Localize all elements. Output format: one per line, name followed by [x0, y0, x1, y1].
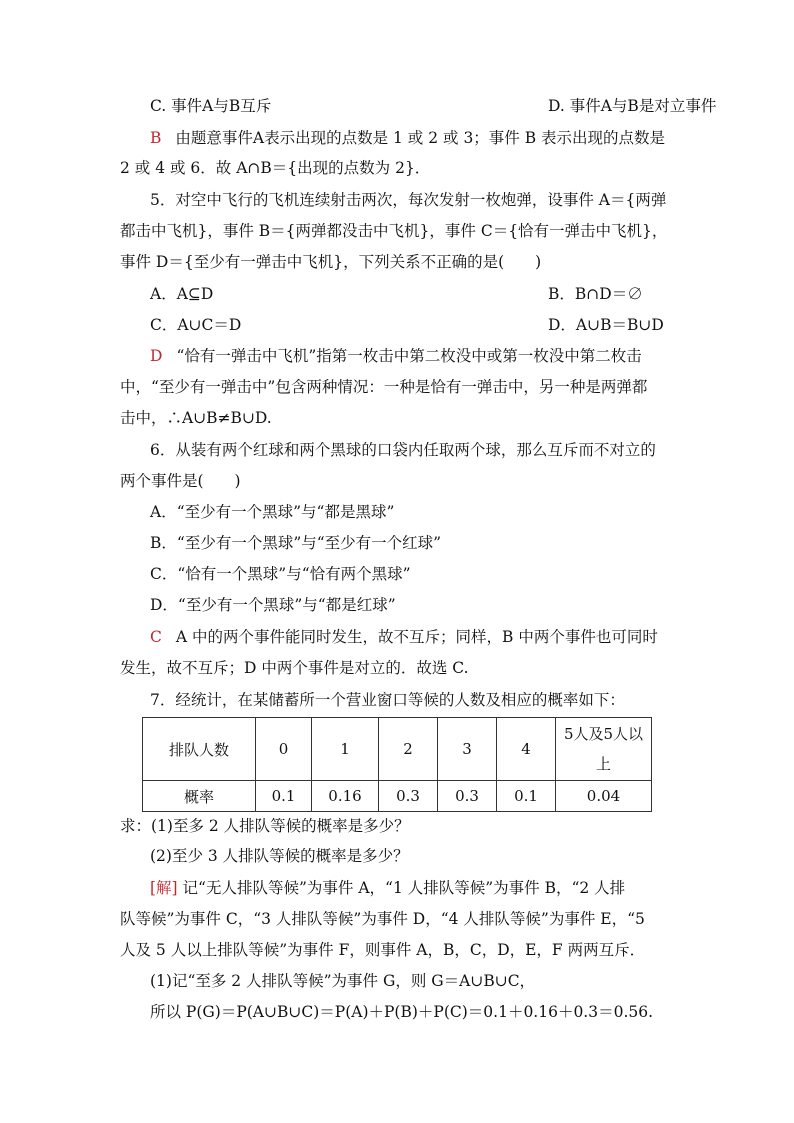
q6-stem-2: 两个事件是( ) [120, 472, 241, 490]
q5-stem-3: 事件 D＝{至少有一弹击中飞机}，下列关系不正确的是( ) [120, 253, 542, 271]
q4-option-d: D. 事件A与B是对立事件 [548, 97, 717, 115]
q6-answer-line-2: 发生，故不互斥；D 中两个事件是对立的．故选 C. [120, 659, 469, 677]
q7-solution-text-1: 记“无人排队等候”为事件 A，“1 人排队等候”为事件 B，“2 人排 [182, 879, 626, 897]
table-cell: 0.1 [497, 781, 556, 812]
solution-label: [解] [150, 879, 178, 897]
table-header-cell: 3 [438, 718, 497, 781]
table-cell: 0.16 [312, 781, 379, 812]
q6-answer-letter: C [150, 628, 162, 646]
table-header-last-line-1: 5人及5人以 [563, 725, 644, 743]
table-probability-row [143, 781, 652, 812]
q4-answer-line-1 [150, 128, 710, 148]
q5-answer-letter: D [150, 347, 163, 365]
q7-solution-line-1 [150, 878, 710, 898]
q7-ask-2: (2)至少 3 人排队等候的概率是多少？ [150, 847, 409, 865]
q5-option-c: C．A∪C＝D [150, 316, 242, 334]
table-header-cell: 0 [256, 718, 312, 781]
q5-answer-line-2: 中，“至少有一弹击中”包含两种情况：一种是恰有一弹击中，另一种是两弹都 [120, 378, 648, 396]
table-cell: 0.04 [556, 781, 652, 812]
q7-solution-line-2: 队等候”为事件 C，“3 人排队等候”为事件 D，“4 人排队等候”为事件 E，“5 [120, 910, 645, 928]
q5-answer-line-3: 击中，∴A∪B≠B∪D. [120, 409, 272, 427]
q5-answer-line-1 [150, 346, 710, 366]
q4-answer-letter: B [150, 129, 162, 147]
q4-answer-line-2: 2 或 4 或 6．故 A∩B＝{出现的点数为 2}． [120, 159, 431, 177]
table-header-cell: 2 [379, 718, 438, 781]
q7-solution-line-5: 所以 P(G)＝P(A∪B∪C)＝P(A)＋P(B)＋P(C)＝0.1＋0.16＋0.3＝0.56. [150, 1003, 654, 1021]
q5-answer-text-1: “恰有一弹击中飞机”指第一枚击中第二枚没中或第一枚没中第二枚击 [176, 347, 642, 365]
table-header-cell: 1 [312, 718, 379, 781]
table-header-row [143, 718, 652, 781]
q6-option-a: A．“至少有一个黑球”与“都是黑球” [150, 503, 395, 521]
table-header-label: 排队人数 [143, 718, 256, 781]
q5-options-row-2 [150, 315, 710, 335]
q6-stem-1: 6．从装有两个红球和两个黑球的口袋内任取两个球，那么互斥而不对立的 [150, 441, 656, 459]
q5-option-d: D．A∪B＝B∪D [548, 316, 664, 334]
q5-option-a: A．A⊆D [150, 285, 214, 303]
q6-option-b: B．“至少有一个黑球”与“至少有一个红球” [150, 534, 442, 552]
q5-stem-2: 都击中飞机}，事件 B＝{两弹都没击中飞机}，事件 C＝{恰有一弹击中飞机}， [120, 222, 668, 240]
q6-option-d: D．“至少有一个黑球”与“都是红球” [150, 596, 396, 614]
table-header-last-line-2: 上 [595, 755, 611, 773]
q5-options-row-1 [150, 284, 710, 304]
table-header-cell-last [556, 718, 652, 781]
q5-option-b: B．B∩D＝∅ [548, 285, 643, 303]
q5-stem-1: 5．对空中飞行的飞机连续射击两次，每次发射一枚炮弹，设事件 A＝{两弹 [150, 191, 667, 209]
q6-answer-text-1: A 中的两个事件能同时发生，故不互斥；同样，B 中两个事件也可同时 [175, 628, 658, 646]
q7-stem: 7．经统计，在某储蓄所一个营业窗口等候的人数及相应的概率如下： [150, 691, 625, 709]
q6-answer-line-1 [150, 627, 710, 647]
table-cell: 0.3 [438, 781, 497, 812]
q4-answer-text-1: 由题意事件A表示出现的点数是 1 或 2 或 3；事件 B 表示出现的点数是 [175, 129, 666, 147]
table-header-cell: 4 [497, 718, 556, 781]
q7-ask-1: 求：(1)至多 2 人排队等候的概率是多少？ [120, 817, 410, 835]
q6-option-c: C．“恰有一个黑球”与“恰有两个黑球” [150, 565, 411, 583]
table-cell: 0.1 [256, 781, 312, 812]
queue-probability-table [142, 717, 652, 812]
q4-options-row [150, 96, 717, 116]
table-row-label: 概率 [143, 781, 256, 812]
q7-solution-line-3: 人及 5 人以上排队等候”为事件 F，则事件 A，B，C，D，E，F 两两互斥． [120, 941, 646, 959]
q4-option-c: C. 事件A与B互斥 [150, 97, 272, 115]
q7-solution-line-4: (1)记“至多 2 人排队等候”为事件 G，则 G＝A∪B∪C， [150, 972, 536, 990]
table-cell: 0.3 [379, 781, 438, 812]
